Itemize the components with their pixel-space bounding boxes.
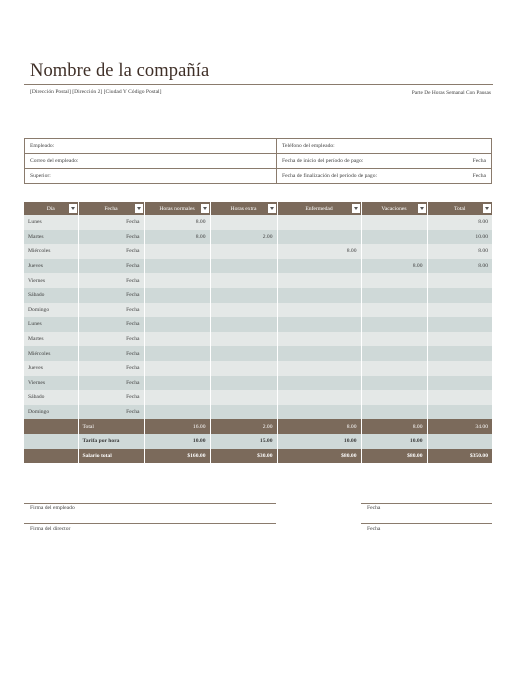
cell-sick[interactable] <box>277 215 361 230</box>
cell-date[interactable]: Fecha <box>78 273 144 288</box>
cell-day[interactable]: Jueves <box>24 361 78 376</box>
cell-date[interactable]: Fecha <box>78 303 144 318</box>
table-row <box>24 332 492 347</box>
col-header-label: Fecha <box>104 205 118 212</box>
rate-overtime[interactable]: 15.00 <box>210 434 277 449</box>
total-regular: 16.00 <box>144 419 210 434</box>
cell-vacation[interactable] <box>361 405 427 420</box>
total-row <box>24 419 492 434</box>
table-row <box>24 376 492 391</box>
salary-row <box>24 449 492 464</box>
employee-field[interactable] <box>25 139 277 154</box>
cell-overtime[interactable] <box>210 376 277 391</box>
filter-dropdown-icon[interactable] <box>483 204 491 213</box>
filter-dropdown-icon[interactable] <box>268 204 276 213</box>
cell-overtime[interactable] <box>210 361 277 376</box>
col-header[interactable] <box>24 202 78 215</box>
salary-sick: $80.00 <box>277 449 361 464</box>
cell-total[interactable] <box>427 317 492 332</box>
rate-regular[interactable]: 10.00 <box>144 434 210 449</box>
cell-day[interactable]: Miércoles <box>24 346 78 361</box>
cell-vacation[interactable] <box>361 376 427 391</box>
cell-sick[interactable] <box>277 361 361 376</box>
end-date-value: Fecha <box>472 173 486 179</box>
cell-date[interactable]: Fecha <box>78 376 144 391</box>
cell-vacation[interactable] <box>361 303 427 318</box>
filter-dropdown-icon[interactable] <box>352 204 360 213</box>
table-row <box>24 259 492 274</box>
cell-regular[interactable] <box>144 332 210 347</box>
col-header-label: Enfermedad <box>305 205 333 212</box>
cell-vacation[interactable] <box>361 346 427 361</box>
cell-vacation[interactable] <box>361 317 427 332</box>
cell-date[interactable]: Fecha <box>78 317 144 332</box>
cell-sick[interactable] <box>277 332 361 347</box>
cell-regular[interactable] <box>144 259 210 274</box>
cell-day[interactable]: Domingo <box>24 303 78 318</box>
cell-total[interactable]: 8.00 <box>427 244 492 259</box>
rate-total <box>427 434 492 449</box>
filter-dropdown-icon[interactable] <box>135 204 143 213</box>
cell-date[interactable]: Fecha <box>78 215 144 230</box>
total-sick: 8.00 <box>277 419 361 434</box>
filter-dropdown-icon[interactable] <box>69 204 77 213</box>
cell-total[interactable] <box>427 303 492 318</box>
cell-day[interactable]: Martes <box>24 230 78 245</box>
total-overtime: 2.00 <box>210 419 277 434</box>
cell-overtime[interactable] <box>210 244 277 259</box>
col-header[interactable] <box>210 202 277 215</box>
supervisor-field[interactable] <box>25 169 277 184</box>
cell-regular[interactable] <box>144 361 210 376</box>
phone-field[interactable] <box>277 139 492 154</box>
table-row <box>24 405 492 420</box>
employee-date-line[interactable] <box>361 503 492 504</box>
manager-date-label: Fecha <box>367 526 381 532</box>
end-date-label: Fecha de finalización del período de pago: <box>282 173 378 179</box>
cell-day[interactable]: Domingo <box>24 405 78 420</box>
manager-signature-label: Firma del director <box>30 526 71 532</box>
cell-sick[interactable] <box>277 376 361 391</box>
cell-vacation[interactable] <box>361 288 427 303</box>
table-row <box>24 361 492 376</box>
cell-overtime[interactable] <box>210 346 277 361</box>
col-header-label: Vacaciones <box>381 205 407 212</box>
cell-day[interactable]: Martes <box>24 332 78 347</box>
employee-signature-label: Firma del empleado <box>30 505 75 511</box>
col-header-label: Horas extra <box>230 205 257 212</box>
cell-total[interactable] <box>427 361 492 376</box>
table-row <box>24 346 492 361</box>
cell-total[interactable] <box>427 346 492 361</box>
document-type: Parte De Horas Semanal Con Pausas <box>411 90 491 96</box>
cell-vacation[interactable]: 8.00 <box>361 259 427 274</box>
cell-overtime[interactable] <box>210 259 277 274</box>
employee-date-label: Fecha <box>367 505 381 511</box>
cell-total[interactable] <box>427 288 492 303</box>
cell-date[interactable]: Fecha <box>78 405 144 420</box>
manager-date-line[interactable] <box>361 523 492 524</box>
total-label: Total <box>78 419 144 434</box>
employee-signature-line[interactable] <box>24 503 276 504</box>
cell-vacation[interactable] <box>361 361 427 376</box>
cell-vacation[interactable] <box>361 244 427 259</box>
table-row <box>24 273 492 288</box>
company-name: Nombre de la compañía <box>30 61 210 81</box>
col-header-label: Horas normales <box>159 205 195 212</box>
salary-vacation: $80.00 <box>361 449 427 464</box>
cell-day[interactable]: Sábado <box>24 390 78 405</box>
cell-regular[interactable]: 8.00 <box>144 230 210 245</box>
cell-regular[interactable] <box>144 244 210 259</box>
cell-regular[interactable] <box>144 303 210 318</box>
cell-sick[interactable] <box>277 346 361 361</box>
cell-day[interactable]: Lunes <box>24 215 78 230</box>
col-header[interactable] <box>361 202 427 215</box>
cell-total[interactable] <box>427 405 492 420</box>
cell-sick[interactable] <box>277 317 361 332</box>
cell-total[interactable] <box>427 376 492 391</box>
cell-day[interactable]: Miércoles <box>24 244 78 259</box>
rate-vacation[interactable]: 10.00 <box>361 434 427 449</box>
col-header[interactable] <box>427 202 492 215</box>
cell-regular[interactable] <box>144 317 210 332</box>
cell-total[interactable] <box>427 332 492 347</box>
cell-total[interactable] <box>427 390 492 405</box>
timesheet-table <box>24 202 492 463</box>
table-row <box>24 303 492 318</box>
cell-overtime[interactable]: 2.00 <box>210 230 277 245</box>
cell-regular[interactable] <box>144 346 210 361</box>
cell-day[interactable]: Lunes <box>24 317 78 332</box>
cell-date[interactable]: Fecha <box>78 390 144 405</box>
cell-date[interactable]: Fecha <box>78 230 144 245</box>
cell-day[interactable]: Jueves <box>24 259 78 274</box>
start-date-label: Fecha de inicio del período de pago: <box>282 158 364 164</box>
start-date-value: Fecha <box>472 158 486 164</box>
table-row <box>24 390 492 405</box>
phone-label: Teléfono del empleado: <box>282 143 335 149</box>
rate-row <box>24 434 492 449</box>
header-rule <box>24 84 493 85</box>
cell-vacation[interactable] <box>361 215 427 230</box>
cell-vacation[interactable] <box>361 332 427 347</box>
cell-sick[interactable]: 8.00 <box>277 244 361 259</box>
cell-overtime[interactable] <box>210 215 277 230</box>
cell-regular[interactable]: 8.00 <box>144 215 210 230</box>
cell-vacation[interactable] <box>361 390 427 405</box>
email-label: Correo del empleado: <box>30 158 79 164</box>
employee-info-table <box>24 138 492 184</box>
table-row <box>24 244 492 259</box>
cell-sick[interactable] <box>277 303 361 318</box>
cell-regular[interactable] <box>144 288 210 303</box>
salary-regular: $160.00 <box>144 449 210 464</box>
cell-total[interactable]: 10.00 <box>427 230 492 245</box>
cell-date[interactable]: Fecha <box>78 346 144 361</box>
table-row <box>24 215 492 230</box>
cell-vacation[interactable] <box>361 230 427 245</box>
cell-regular[interactable] <box>144 273 210 288</box>
cell-overtime[interactable] <box>210 317 277 332</box>
total-blank <box>24 419 78 434</box>
cell-vacation[interactable] <box>361 273 427 288</box>
salary-overtime: $30.00 <box>210 449 277 464</box>
col-header-label: Día <box>46 205 55 212</box>
cell-date[interactable]: Fecha <box>78 288 144 303</box>
end-date-field[interactable] <box>277 169 492 184</box>
col-header[interactable] <box>78 202 144 215</box>
cell-overtime[interactable] <box>210 390 277 405</box>
table-row <box>24 288 492 303</box>
cell-day[interactable]: Sábado <box>24 288 78 303</box>
cell-sick[interactable] <box>277 405 361 420</box>
address: [Dirección Postal] [Dirección 2] [Ciudad Y Código Postal] <box>30 89 162 95</box>
start-date-field[interactable] <box>277 154 492 169</box>
cell-overtime[interactable] <box>210 288 277 303</box>
col-header-label: Total <box>454 205 466 212</box>
cell-overtime[interactable] <box>210 405 277 420</box>
col-header[interactable] <box>144 202 210 215</box>
total-total: 34.00 <box>427 419 492 434</box>
filter-dropdown-icon[interactable] <box>418 204 426 213</box>
salary-total: $350.00 <box>427 449 492 464</box>
cell-regular[interactable] <box>144 405 210 420</box>
cell-regular[interactable] <box>144 376 210 391</box>
cell-date[interactable]: Fecha <box>78 361 144 376</box>
cell-overtime[interactable] <box>210 273 277 288</box>
cell-sick[interactable] <box>277 230 361 245</box>
header-row <box>24 202 492 215</box>
employee-label: Empleado: <box>30 143 55 149</box>
manager-signature-line[interactable] <box>24 523 276 524</box>
rate-sick[interactable]: 10.00 <box>277 434 361 449</box>
cell-date[interactable]: Fecha <box>78 259 144 274</box>
cell-sick[interactable] <box>277 259 361 274</box>
salary-blank <box>24 449 78 464</box>
cell-total[interactable]: 8.00 <box>427 259 492 274</box>
col-header[interactable] <box>277 202 361 215</box>
email-field[interactable] <box>25 154 277 169</box>
cell-day[interactable]: Viernes <box>24 376 78 391</box>
cell-overtime[interactable] <box>210 303 277 318</box>
cell-regular[interactable] <box>144 390 210 405</box>
table-row <box>24 317 492 332</box>
table-row <box>24 230 492 245</box>
salary-label: Salario total <box>78 449 144 464</box>
cell-date[interactable]: Fecha <box>78 244 144 259</box>
cell-sick[interactable] <box>277 390 361 405</box>
cell-total[interactable]: 8.00 <box>427 215 492 230</box>
total-vacation: 8.00 <box>361 419 427 434</box>
cell-total[interactable] <box>427 273 492 288</box>
cell-date[interactable]: Fecha <box>78 332 144 347</box>
cell-overtime[interactable] <box>210 332 277 347</box>
rate-blank <box>24 434 78 449</box>
cell-sick[interactable] <box>277 273 361 288</box>
rate-label: Tarifa por hora <box>78 434 144 449</box>
supervisor-label: Superior: <box>30 173 51 179</box>
cell-sick[interactable] <box>277 288 361 303</box>
filter-dropdown-icon[interactable] <box>201 204 209 213</box>
cell-day[interactable]: Viernes <box>24 273 78 288</box>
